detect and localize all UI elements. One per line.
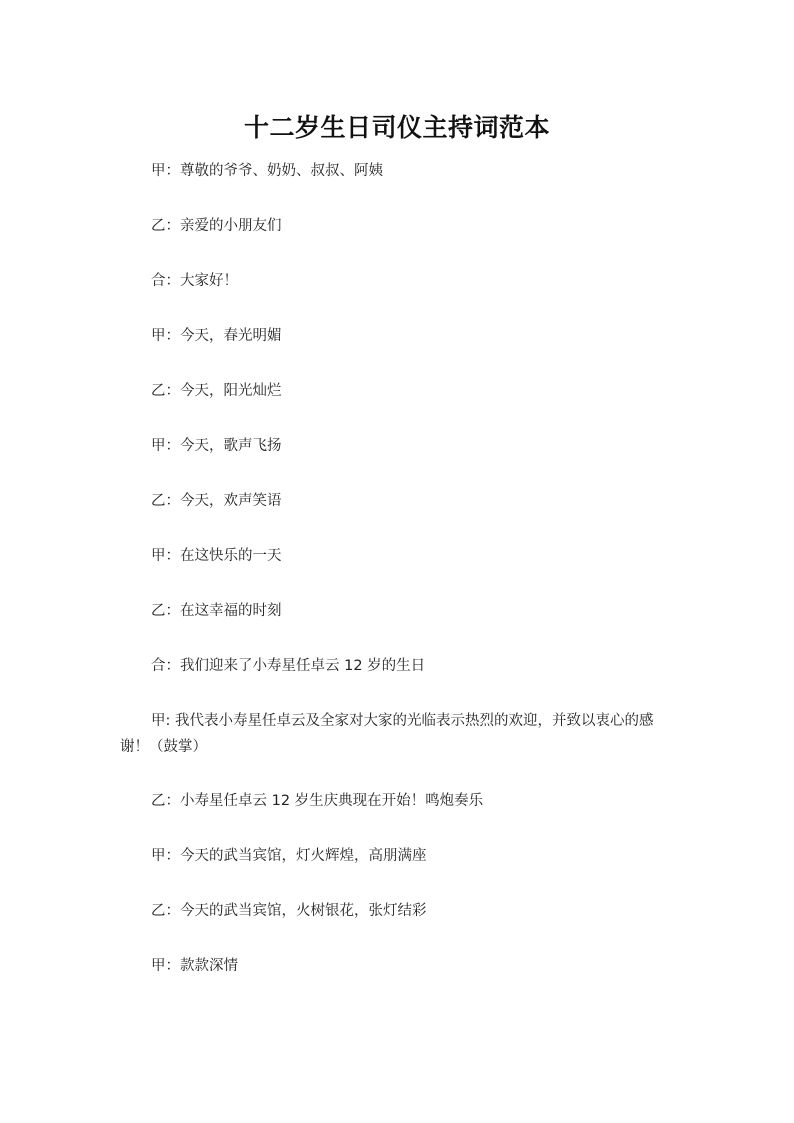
script-paragraph: 甲: 我代表小寿星任卓云及全家对大家的光临表示热烈的欢迎，并致以衷心的感谢！（鼓掌） xyxy=(120,713,654,755)
script-line: 合：大家好！ xyxy=(151,273,238,289)
script-line: 乙：今天，阳光灿烂 xyxy=(151,383,282,399)
script-line: 甲：尊敬的爷爷、奶奶、叔叔、阿姨 xyxy=(151,163,383,179)
script-line: 甲：今天，春光明媚 xyxy=(151,328,282,344)
script-line: 乙：在这幸福的时刻 xyxy=(151,603,282,619)
script-line: 乙：小寿星任卓云 12 岁生庆典现在开始！鸣炮奏乐 xyxy=(151,793,484,809)
script-line: 甲：款款深情 xyxy=(151,958,238,974)
script-line: 乙：今天，欢声笑语 xyxy=(151,493,282,509)
script-line: 合：我们迎来了小寿星任卓云 12 岁的生日 xyxy=(151,658,426,674)
script-line: 甲：在这快乐的一天 xyxy=(151,548,282,564)
document-body xyxy=(120,158,680,1008)
script-line: 乙：今天的武当宾馆，火树银花，张灯结彩 xyxy=(151,903,427,919)
script-line: 乙：亲爱的小朋友们 xyxy=(151,218,282,234)
script-line: 甲：今天，歌声飞扬 xyxy=(151,438,282,454)
script-line: 甲：今天的武当宾馆，灯火辉煌，高朋满座 xyxy=(151,848,427,864)
document-title: 十二岁生日司仪主持词范本 xyxy=(243,113,550,142)
